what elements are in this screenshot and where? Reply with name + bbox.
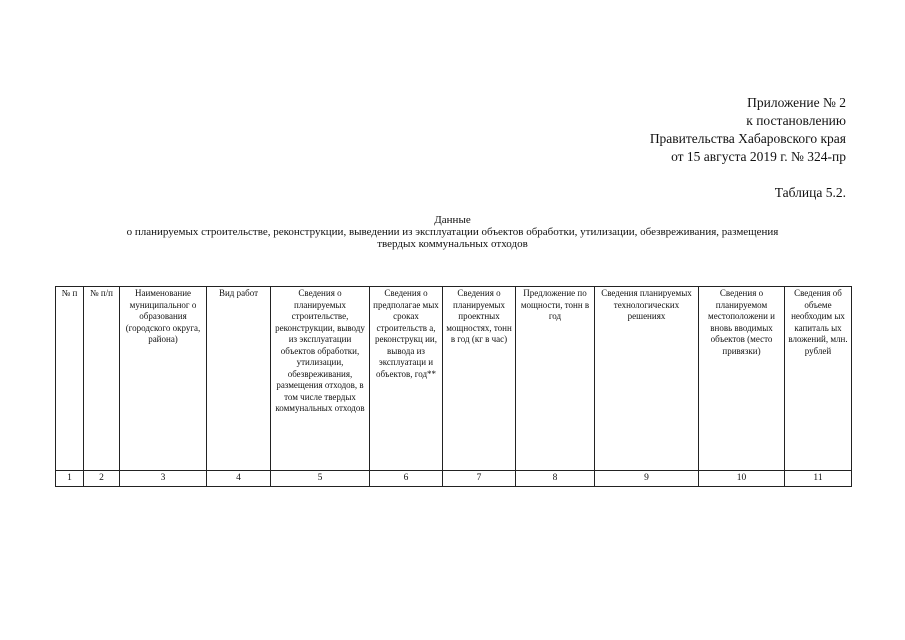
table-caption: [40, 214, 865, 250]
header-cell: № п/п: [84, 287, 120, 471]
header-cell: Сведения о планируемых проектных мощностях, тонн в год (кг в час): [443, 287, 516, 471]
appendix-line-2: к постановлению: [746, 113, 846, 128]
appendix-block: [650, 94, 846, 166]
column-number-cell: 1: [56, 471, 84, 487]
header-cell: № п: [56, 287, 84, 471]
column-number-cell: 3: [120, 471, 207, 487]
header-cell: Предложение по мощности, тонн в год: [516, 287, 595, 471]
appendix-line-4: от 15 августа 2019 г. № 324-пр: [671, 149, 846, 164]
header-cell: Вид работ: [207, 287, 271, 471]
column-number-cell: 5: [271, 471, 370, 487]
header-row: [56, 287, 852, 471]
caption-title: Данные: [434, 214, 471, 226]
header-cell: Сведения о планируемых строительстве, реконструкции, выводу из эксплуатации объектов обработки, утилизации, обезвреживания, размещения отходов, в том числе твердых коммунальных отходов: [271, 287, 370, 471]
caption-line-3: твердых коммунальных отходов: [377, 238, 528, 250]
header-cell: Сведения о планируемом местоположени и вновь вводимых объектов (место привязки): [699, 287, 785, 471]
table-number: Таблица 5.2.: [774, 185, 846, 200]
header-cell: Сведения планируемых технологических решениях: [595, 287, 699, 471]
column-number-cell: 11: [785, 471, 852, 487]
column-number-row: [56, 471, 852, 487]
column-number-cell: 8: [516, 471, 595, 487]
header-cell: Наименование муниципальног о образования (городского округа, района): [120, 287, 207, 471]
column-number-cell: 6: [370, 471, 443, 487]
appendix-line-1: Приложение № 2: [747, 95, 846, 110]
column-number-cell: 10: [699, 471, 785, 487]
caption-line-2: о планируемых строительстве, реконструкции, выведении из эксплуатации объектов обработки, утилизации, обезвреживания, размещения: [126, 226, 779, 238]
column-number-cell: 2: [84, 471, 120, 487]
column-number-cell: 4: [207, 471, 271, 487]
column-number-cell: 7: [443, 471, 516, 487]
appendix-line-3: Правительства Хабаровского края: [649, 131, 846, 146]
column-number-cell: 9: [595, 471, 699, 487]
header-cell: Сведения о предполагае мых сроках строительств а, реконструкц ии, вывода из эксплуатаци и объектов, год**: [370, 287, 443, 471]
data-table: [55, 286, 852, 487]
header-cell: Сведения об объеме необходим ых капиталь ых вложений, млн. рублей: [785, 287, 852, 471]
